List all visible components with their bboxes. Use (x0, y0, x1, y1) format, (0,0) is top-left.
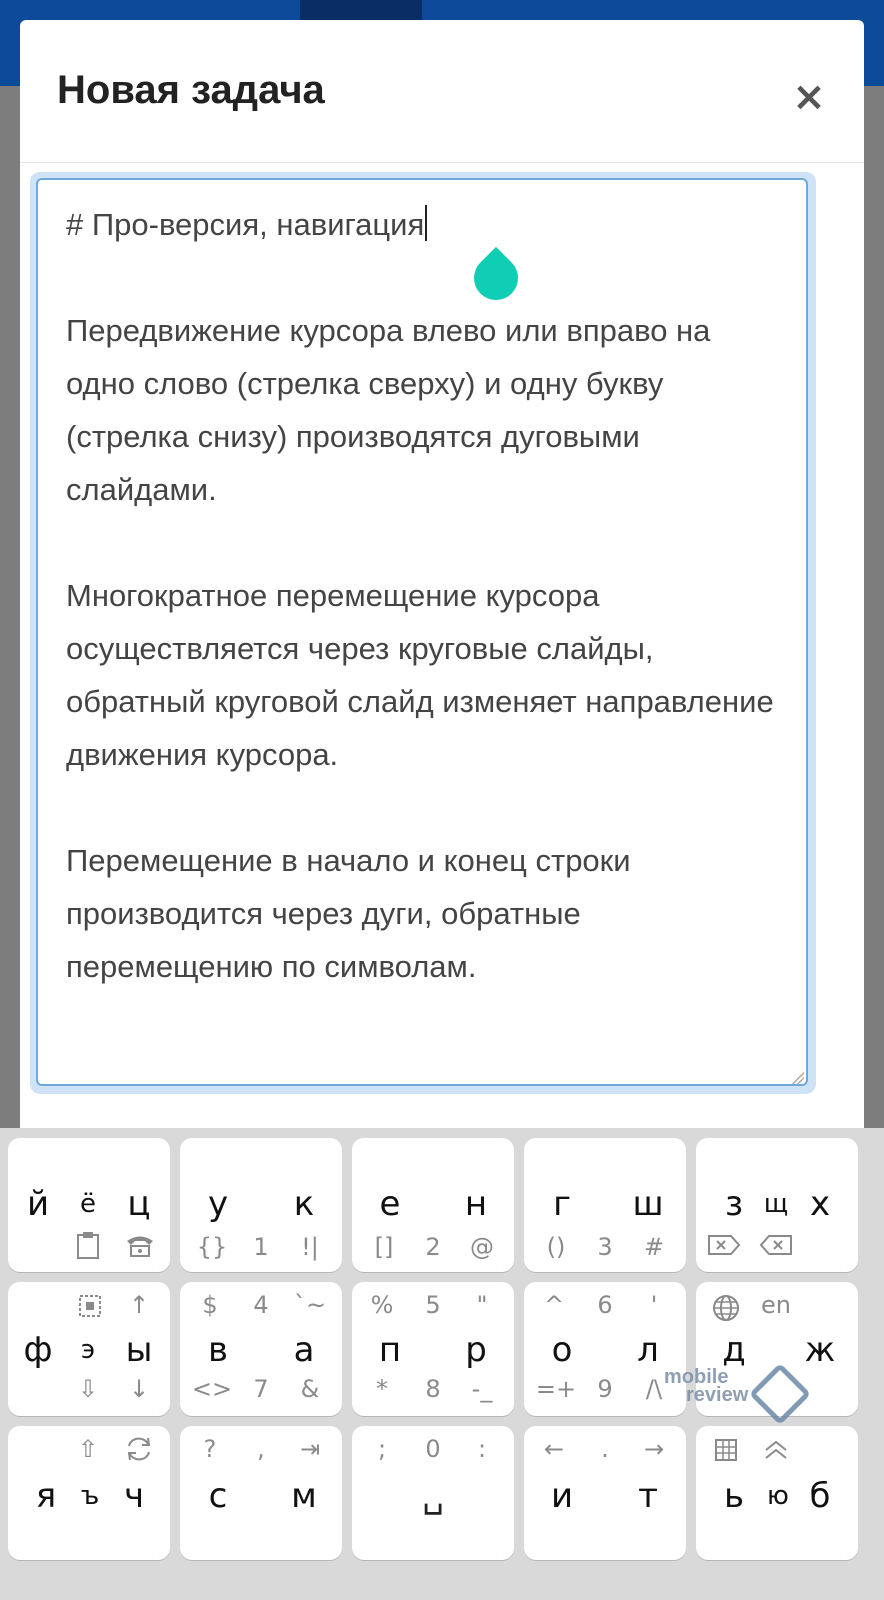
key-row2-4[interactable] (524, 1282, 686, 1416)
key-char: а (293, 1330, 315, 1370)
key-symbol: /\ (645, 1375, 663, 1403)
clipboard-icon (75, 1230, 101, 1260)
key-char: г (553, 1184, 571, 1224)
key-char: р (465, 1330, 487, 1370)
key-symbol: !| (301, 1233, 319, 1261)
close-button[interactable]: × (792, 74, 826, 120)
key-row3-4[interactable] (524, 1426, 686, 1560)
key-char: в (207, 1330, 229, 1370)
key-symbol: . (601, 1435, 609, 1463)
phone-icon (125, 1232, 155, 1258)
key-char: е (379, 1184, 401, 1224)
delete-word-icon (707, 1234, 741, 1256)
watermark-text: mobile (664, 1366, 729, 1388)
key-symbol: 3 (597, 1233, 613, 1261)
key-row3-2[interactable] (180, 1426, 342, 1560)
key-char: д (722, 1330, 746, 1370)
key-symbol: 2 (425, 1233, 441, 1261)
key-symbol: # (643, 1233, 665, 1261)
key-char: й (26, 1184, 50, 1224)
shift-down-icon: ⇩ (77, 1375, 99, 1403)
key-char: б (809, 1476, 831, 1516)
arrow-down-icon: ↓ (128, 1375, 150, 1403)
mobile-review-watermark (664, 1366, 784, 1426)
key-row2-3[interactable] (352, 1282, 514, 1416)
key-symbol: : (477, 1435, 487, 1463)
key-symbol: 5 (425, 1291, 441, 1319)
app-header-tab (300, 0, 422, 20)
tab-icon: ⇥ (299, 1435, 321, 1463)
key-symbol: ; (377, 1435, 387, 1463)
key-symbol: 1 (253, 1233, 269, 1261)
space-key[interactable] (352, 1426, 514, 1560)
backspace-icon (759, 1234, 793, 1256)
key-char: ы (125, 1330, 153, 1370)
editor-paragraph-3: Перемещение в начало и конец строки производится через дуги, обратные перемещению по символам. (66, 843, 631, 984)
key-char: ф (23, 1330, 53, 1370)
key-row3-1[interactable] (8, 1426, 170, 1560)
key-char: о (551, 1330, 573, 1370)
key-symbol: -_ (471, 1375, 493, 1403)
refresh-icon (124, 1436, 154, 1462)
key-char: ё (80, 1189, 96, 1219)
editor-line-heading (66, 198, 806, 251)
arrow-left-icon: ← (543, 1435, 565, 1463)
key-symbol: , (257, 1435, 265, 1463)
space-bar-icon: ␣ (422, 1476, 444, 1516)
key-row2-1[interactable] (8, 1282, 170, 1416)
key-symbol: " (476, 1291, 488, 1319)
key-symbol: ^ (543, 1291, 565, 1319)
key-symbol: () (546, 1233, 566, 1261)
key-char: у (207, 1184, 229, 1224)
heading-text: # Про-версия, навигация (66, 207, 425, 242)
key-char: к (293, 1184, 315, 1224)
text-cursor (425, 205, 427, 241)
globe-icon (712, 1294, 740, 1322)
key-symbol: [] (374, 1233, 394, 1261)
key-symbol: 0 (425, 1435, 441, 1463)
watermark-text: review (686, 1384, 749, 1406)
key-row1-3[interactable] (352, 1138, 514, 1272)
shift-icon: ⇧ (77, 1435, 99, 1463)
key-char: с (208, 1476, 228, 1516)
key-char: ь (723, 1476, 745, 1516)
dialog-title: Новая задача (57, 68, 325, 112)
key-char: ю (767, 1481, 789, 1511)
key-row2-2[interactable] (180, 1282, 342, 1416)
key-symbol: 7 (253, 1375, 269, 1403)
key-char: и (550, 1476, 574, 1516)
key-char: ш (632, 1184, 664, 1224)
resize-grip-icon[interactable] (792, 1072, 804, 1084)
task-text-area[interactable] (36, 178, 808, 1086)
select-icon (78, 1294, 102, 1318)
dialog-header (20, 20, 864, 163)
key-char: х (809, 1184, 831, 1224)
key-char: я (35, 1476, 57, 1516)
key-char: н (464, 1184, 488, 1224)
key-symbol: @ (470, 1233, 494, 1261)
key-char: э (80, 1335, 96, 1365)
key-row1-5[interactable] (696, 1138, 858, 1272)
key-row1-2[interactable] (180, 1138, 342, 1272)
key-symbol: & (300, 1375, 320, 1403)
key-symbol: % (370, 1291, 394, 1319)
key-char: ъ (80, 1481, 100, 1511)
key-symbol: =+ (535, 1375, 577, 1403)
key-char: ц (127, 1184, 151, 1224)
key-symbol: * (376, 1375, 388, 1403)
key-char: щ (763, 1189, 789, 1219)
chevron-up-icon (762, 1438, 790, 1462)
key-symbol: <> (191, 1375, 233, 1403)
key-symbol: $ (202, 1291, 218, 1319)
key-char: л (637, 1330, 659, 1370)
key-symbol: ' (650, 1291, 658, 1319)
key-symbol: 9 (597, 1375, 613, 1403)
key-char: п (378, 1330, 402, 1370)
key-char: з (724, 1184, 744, 1224)
key-symbol: `~ (293, 1291, 327, 1319)
key-symbol: {} (196, 1233, 228, 1261)
arrow-right-icon: → (643, 1435, 665, 1463)
key-row3-5[interactable] (696, 1426, 858, 1560)
key-row1-1[interactable] (8, 1138, 170, 1272)
key-symbol: ? (203, 1435, 217, 1463)
arrow-up-icon: ↑ (128, 1291, 150, 1319)
key-char: м (291, 1476, 317, 1516)
key-char: т (638, 1476, 658, 1516)
key-char: ч (123, 1476, 145, 1516)
editor-paragraph-1: Передвижение курсора влево или вправо на одно слово (стрелка сверху) и одну букву (стрелка снизу) производятся дуговыми слайдами. (66, 313, 711, 507)
key-symbol: 6 (597, 1291, 613, 1319)
editor-paragraph-2: Многократное перемещение курсора осуществляется через круговые слайды, обратный круговой слайд изменяет направление движения курсора. (66, 578, 774, 772)
key-row1-4[interactable] (524, 1138, 686, 1272)
key-symbol: 8 (425, 1375, 441, 1403)
key-char: ж (804, 1330, 836, 1370)
key-symbol: 4 (253, 1291, 269, 1319)
keyboard (0, 1128, 884, 1600)
language-label: en (761, 1291, 791, 1319)
grid-icon (714, 1438, 738, 1462)
